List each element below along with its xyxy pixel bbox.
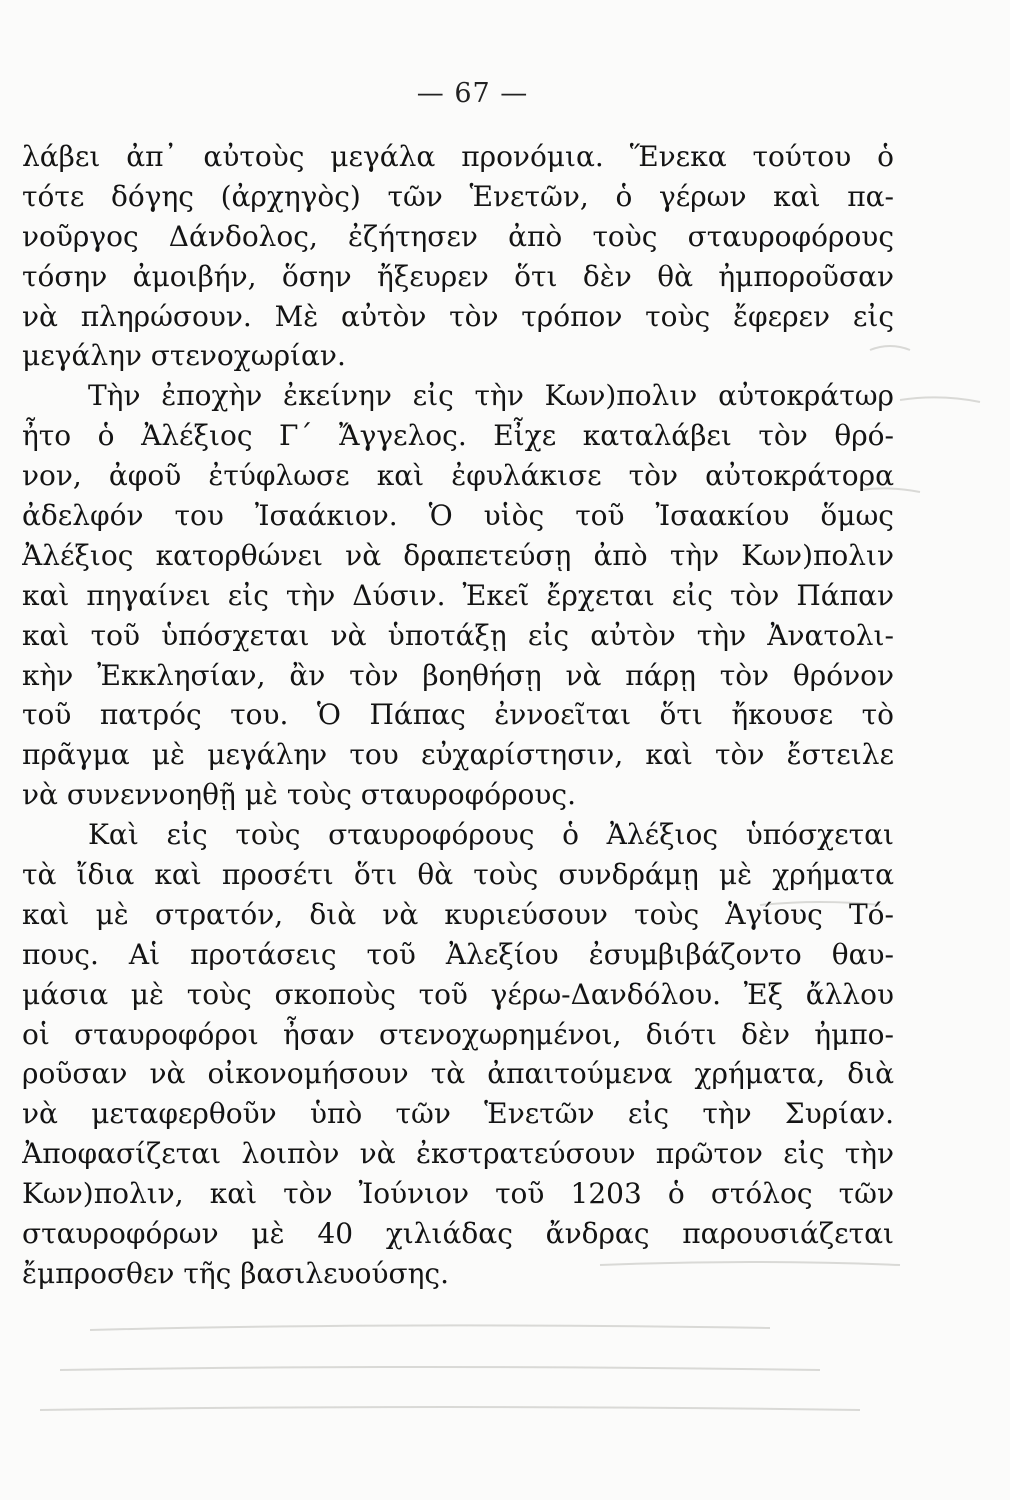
text-line: νὰ συνεννοηθῇ μὲ τοὺς σταυροφόρους. bbox=[22, 778, 577, 812]
text-line: καὶ μὲ στρατόν, διὰ νὰ κυριεύσουν τοὺς Ἁγίους Τό- bbox=[22, 897, 894, 931]
text-line: τοῦ πατρός του. Ὁ Πάπας ἐννοεῖται ὅτι ἤκουσε τὸ bbox=[22, 698, 894, 732]
paragraph bbox=[22, 137, 894, 376]
body-text bbox=[22, 137, 894, 1294]
text-line: τότε δόγης (ἀρχηγὸς) τῶν Ἑνετῶν, ὁ γέρων καὶ πα- bbox=[22, 179, 894, 213]
text-line: Κων)πολιν, καὶ τὸν Ἰούνιον τοῦ 1203 ὁ στόλος τῶν bbox=[22, 1177, 894, 1211]
text-line: καὶ πηγαίνει εἰς τὴν Δύσιν. Ἐκεῖ ἔρχεται εἰς τὸν Πάπαν bbox=[22, 578, 894, 612]
text-line: ἦτο ὁ Ἀλέξιος Γ΄ Ἄγγελος. Εἶχε καταλάβει τὸν θρό- bbox=[22, 419, 894, 453]
text-line: πους. Αἱ προτάσεις τοῦ Ἀλεξίου ἐσυμβιβάζοντο θαυ- bbox=[22, 937, 894, 971]
page-number: — 67 — bbox=[416, 78, 529, 109]
text-line: κὴν Ἐκκλησίαν, ἂν τὸν βοηθήσῃ νὰ πάρῃ τὸν θρόνον bbox=[22, 658, 894, 692]
text-line: Ἀποφασίζεται λοιπὸν νὰ ἐκστρατεύσουν πρῶτον εἰς τὴν bbox=[22, 1137, 894, 1171]
text-line: οἱ σταυροφόροι ἦσαν στενοχωρημένοι, διότι δὲν ἠμπο- bbox=[22, 1017, 894, 1051]
text-line: τὰ ἴδια καὶ προσέτι ὅτι θὰ τοὺς συνδράμῃ μὲ χρήματα bbox=[22, 858, 894, 892]
text-line: τόσην ἀμοιβήν, ὅσην ἤξευρεν ὅτι δὲν θὰ ἠμποροῦσαν bbox=[22, 259, 894, 293]
text-line: σταυροφόρων μὲ 40 χιλιάδας ἄνδρας παρουσιάζεται bbox=[22, 1217, 894, 1251]
paragraph bbox=[22, 376, 894, 815]
text-line: Καὶ εἰς τοὺς σταυροφόρους ὁ Ἀλέξιος ὑπόσχεται bbox=[88, 818, 894, 852]
text-line: ἔμπροσθεν τῆς βασιλευούσης. bbox=[22, 1256, 449, 1290]
text-line: νὰ μεταφερθοῦν ὑπὸ τῶν Ἑνετῶν εἰς τὴν Συρίαν. bbox=[22, 1097, 894, 1131]
text-line: ἀδελφόν του Ἰσαάκιον. Ὁ υἱὸς τοῦ Ἰσαακίου ὅμως bbox=[22, 499, 894, 533]
text-line: νὰ πληρώσουν. Μὲ αὐτὸν τὸν τρόπον τοὺς ἔφερεν εἰς bbox=[22, 299, 894, 333]
text-line: μεγάλην στενοχωρίαν. bbox=[22, 339, 346, 373]
text-line: ροῦσαν νὰ οἰκονομήσουν τὰ ἀπαιτούμενα χρήματα, διὰ bbox=[22, 1057, 894, 1091]
text-line: λάβει ἀπ᾽ αὐτοὺς μεγάλα προνόμια. Ἕνεκα τούτου ὁ bbox=[22, 140, 894, 173]
text-line: πρᾶγμα μὲ μεγάλην του εὐχαρίστησιν, καὶ τὸν ἔστειλε bbox=[22, 738, 894, 772]
text-line: Ἀλέξιος κατορθώνει νὰ δραπετεύσῃ ἀπὸ τὴν Κων)πολιν bbox=[22, 538, 894, 572]
text-line: μάσια μὲ τοὺς σκοποὺς τοῦ γέρω-Δανδόλου. Ἐξ ἄλλου bbox=[22, 977, 894, 1011]
text-line: νον, ἀφοῦ ἐτύφλωσε καὶ ἐφυλάκισε τὸν αὐτοκράτορα bbox=[22, 459, 894, 493]
paragraph bbox=[22, 815, 894, 1294]
text-line: νοῦργος Δάνδολος, ἐζήτησεν ἀπὸ τοὺς σταυροφόρους bbox=[22, 219, 894, 253]
text-line: καὶ τοῦ ὑπόσχεται νὰ ὑποτάξῃ εἰς αὐτὸν τὴν Ἀνατολι- bbox=[22, 618, 894, 652]
text-line: Τὴν ἐποχὴν ἐκείνην εἰς τὴν Κων)πολιν αὐτοκράτωρ bbox=[88, 379, 894, 413]
